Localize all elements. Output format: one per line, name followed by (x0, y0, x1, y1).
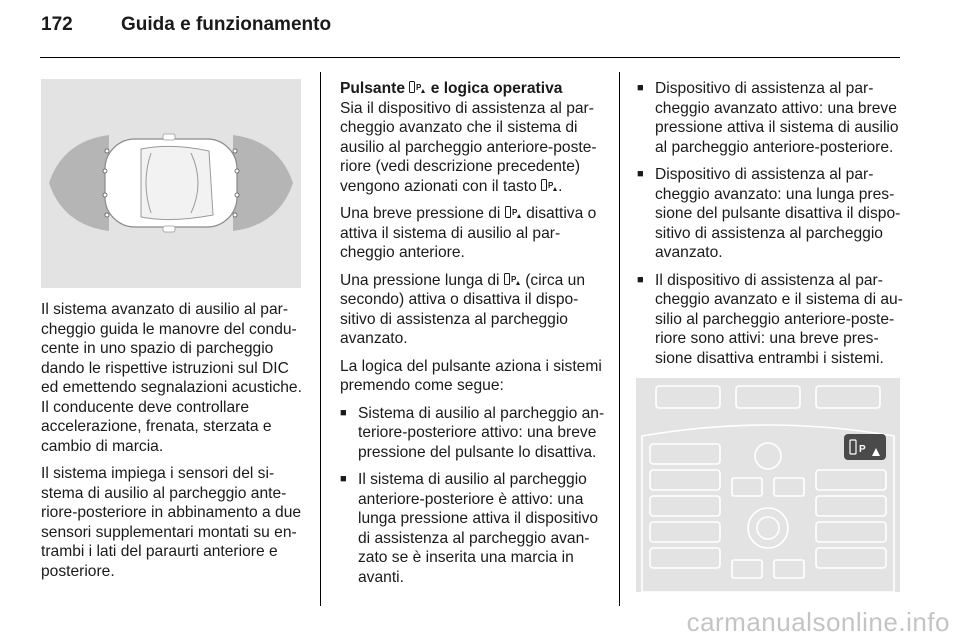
long-press-paragraph: Una pressione lunga di P (circa un secondo) attiva o disattiva il dispositivo di assistenza al parcheggio avanzato. (340, 271, 585, 347)
parking-assist-icon (505, 206, 522, 219)
car-cabin (141, 146, 213, 219)
console-panel-illustration (636, 378, 900, 592)
svg-text:P: P (416, 83, 422, 92)
list-item: ■ Il dispositivo di assistenza al parcheggio avanzato e il sistema di ausilio al parcheggio anteriore-posteriore sono attivi: una breve pressione disattiva entrambi i sistemi. (637, 271, 903, 369)
list-item: ■ Il sistema di ausilio al parcheggio anteriore-posteriore è attivo: una lunga pressione attiva il dispositivo di assistenza al parcheggio avanzato se è inserita una marcia in avanti. (340, 470, 606, 587)
car-top-view-diagram (41, 79, 301, 288)
list-item: ■ Sistema di ausilio al parcheggio anteriore-posteriore attivo: una breve pressione del pulsante lo disattiva. (340, 404, 606, 463)
header-rule (40, 57, 900, 58)
parking-assist-icon (409, 81, 426, 94)
front-sensor-zone (233, 135, 293, 231)
page-header (41, 14, 331, 44)
sensors-paragraph: Il sistema impiega i sensori del sistema di ausilio al parcheggio anteriore-posteriore in abbinamento a due sensori supplementari montati su entrambi i lati del paraurti anteriore e posteriore. (41, 465, 302, 580)
svg-text:P: P (548, 180, 554, 190)
column-divider-1 (320, 72, 321, 606)
watermark: carmanualsonline.info (686, 607, 950, 637)
svg-text:P: P (511, 208, 518, 217)
column-1 (41, 300, 307, 589)
parking-sensors-illustration (41, 79, 301, 288)
page-number: 172 (41, 14, 73, 35)
list-item: ■ Dispositivo di assistenza al parcheggio avanzato: una lunga pressione del pulsante disattiva il dispositivo di assistenza al parcheggio avanzato. (637, 165, 903, 263)
svg-text:P: P (859, 444, 866, 455)
short-press-paragraph: Una breve pressione di P disattiva o attiva il sistema di ausilio al parcheggio anteriore. (340, 205, 597, 261)
logic-paragraph: La logica del pulsante aziona i sistemi premendo come segue: (340, 357, 602, 394)
svg-text:P: P (510, 274, 517, 284)
chapter-title: Guida e funzionamento (121, 14, 332, 35)
column-3 (637, 79, 903, 402)
control-panel-diagram (636, 378, 900, 592)
column-2 (340, 79, 606, 595)
parking-assist-icon (504, 273, 521, 286)
button-paragraph: Sia il dispositivo di assistenza al parcheggio avanzato che il sistema di ausilio al parcheggio anteriore-posteriore (vedi descrizione precedente) vengono azionati con il tasto P . (340, 99, 597, 195)
rear-sensor-zone (49, 135, 109, 231)
right-mirror (163, 226, 175, 232)
left-mirror (163, 134, 175, 140)
button-logic-heading: Pulsante P e logica operativa (340, 80, 563, 97)
parking-assist-icon (541, 179, 558, 192)
intro-paragraph: Il sistema avanzato di ausilio al parcheggio guida le manovre del conducente in uno spazio di parcheggio dando le rispettive istruzioni sul DIC ed emettendo segnalazioni acustiche. Il conducente deve controllare accelerazione, frenata, sterzata e cambio di marcia. (41, 301, 302, 455)
panel-outline-lines (642, 386, 894, 592)
column-divider-2 (619, 72, 620, 606)
list-item: ■ Dispositivo di assistenza al parcheggio avanzato attivo: una breve pressione attiva il sistema di ausilio al parcheggio anteriore-posteriore. (637, 79, 903, 157)
